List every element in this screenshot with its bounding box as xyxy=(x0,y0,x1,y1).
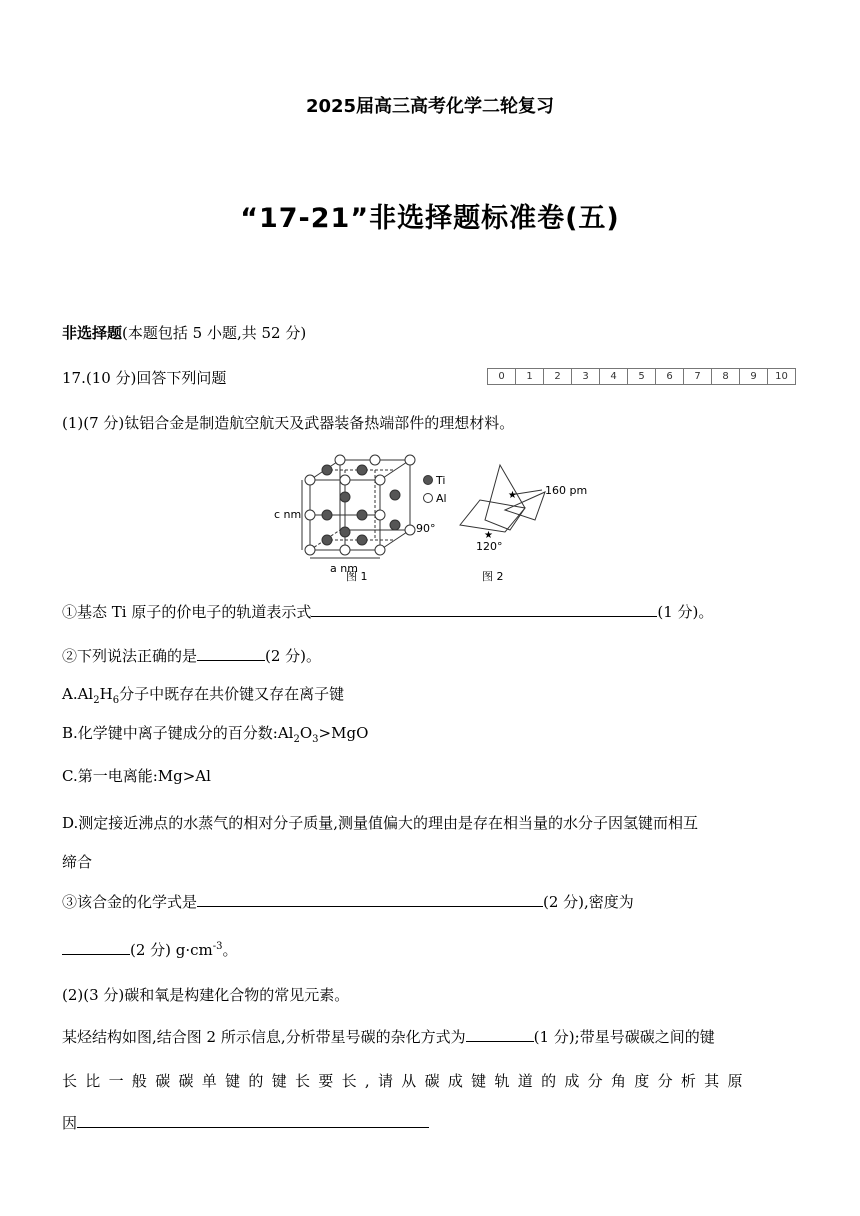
answer-blank[interactable] xyxy=(197,890,543,907)
length-160pm-label: 160 pm xyxy=(545,484,588,497)
hydrocarbon-structure-figure xyxy=(460,465,545,532)
angle-90-label: 90° xyxy=(416,522,436,535)
part2-line1: 某烃结构如图,结合图 2 所示信息,分析带星号碳的杂化方式为 (1 分);带星号碳碳之间的键 xyxy=(62,1025,715,1048)
sub-question-2 xyxy=(62,644,321,667)
score-cell: 7 xyxy=(684,369,712,384)
sub-question-1 xyxy=(62,600,713,623)
answer-blank[interactable] xyxy=(77,1111,429,1128)
part1-intro: (1)(7 分)钛铝合金是制造航空航天及武器装备热端部件的理想材料。 xyxy=(62,414,515,432)
answer-blank[interactable] xyxy=(62,938,130,955)
part2-intro: (2)(3 分)碳和氧是构建化合物的常见元素。 xyxy=(62,986,350,1004)
score-cell: 10 xyxy=(775,371,788,382)
legend-al: Al xyxy=(436,492,447,505)
sub1-text: ①基态 Ti 原子的价电子的轨道表示式 xyxy=(62,603,312,621)
score-cell: 4 xyxy=(600,369,628,384)
sub3-points1: (2 分),密度为 xyxy=(543,893,634,911)
sub2-text: ②下列说法正确的是 xyxy=(62,647,198,665)
part2-line3: 因 xyxy=(62,1111,429,1134)
fig1-caption: 图 1 xyxy=(346,570,368,583)
score-cell: 8 xyxy=(712,369,740,384)
score-cell: 6 xyxy=(656,369,684,384)
sub3-points2: (2 分) g·cm xyxy=(130,941,213,959)
option-b: B.化学键中离子键成分的百分数$:Al_2O_3>MgO$ xyxy=(62,724,369,745)
answer-blank[interactable] xyxy=(466,1025,534,1042)
document-title: “17-21”非选择题标准卷(五) xyxy=(240,203,620,234)
a-label: a nm xyxy=(330,562,358,575)
sub-question-3 xyxy=(62,890,634,913)
sub-question-3-density: (2 分) $g\cdot cm^{-3}$。 xyxy=(62,936,238,961)
question-17-stem: 17.(10 分)回答下列问题 xyxy=(62,369,227,387)
angle-120-label: 120° xyxy=(476,540,503,553)
score-cell: 3 xyxy=(572,369,600,384)
exponent: -3 xyxy=(212,941,223,952)
score-cell: 0 xyxy=(488,369,516,384)
section-heading xyxy=(62,322,306,344)
sub2-points: (2 分)。 xyxy=(265,647,322,665)
part2-line2: 长比一般碳碳单键的键长要长,请从碳成键轨道的成分角度分析其原 xyxy=(62,1072,751,1090)
fig2-caption: 图 2 xyxy=(482,570,504,583)
star-icon: ★ xyxy=(508,490,517,501)
section-label: 非选择题 xyxy=(62,324,123,342)
al-legend-icon xyxy=(424,494,433,503)
legend-ti: Ti xyxy=(436,474,446,487)
score-cell: 9 xyxy=(740,369,768,384)
option-a: $A.Al_2H_6$分子中既存在共价键又存在离子键 xyxy=(62,685,345,706)
option-d-line1: D.测定接近沸点的水蒸气的相对分子质量,测量值偏大的理由是存在相当量的水分子因氢键而相互 xyxy=(62,814,699,832)
answer-blank[interactable] xyxy=(311,600,657,617)
star-icon: ★ xyxy=(484,530,493,541)
c-label: c nm xyxy=(274,508,302,521)
score-box xyxy=(487,368,796,385)
ti-legend-icon xyxy=(424,476,433,485)
ti-atoms xyxy=(322,465,400,545)
score-cell: 1 xyxy=(516,369,544,384)
section-note: (本题包括 5 小题,共 52 分) xyxy=(122,324,307,342)
option-d-line2: 缔合 xyxy=(62,853,93,871)
answer-blank[interactable] xyxy=(197,644,265,661)
score-cell: 5 xyxy=(628,369,656,384)
document-subtitle: 2025届高三高考化学二轮复习 xyxy=(305,96,555,117)
sub3-text: ③该合金的化学式是 xyxy=(62,893,198,911)
score-cell: 2 xyxy=(544,369,572,384)
figures xyxy=(270,450,590,590)
option-c: C.第一电离能:Mg>Al xyxy=(62,767,211,785)
sub1-points: (1 分)。 xyxy=(657,603,714,621)
